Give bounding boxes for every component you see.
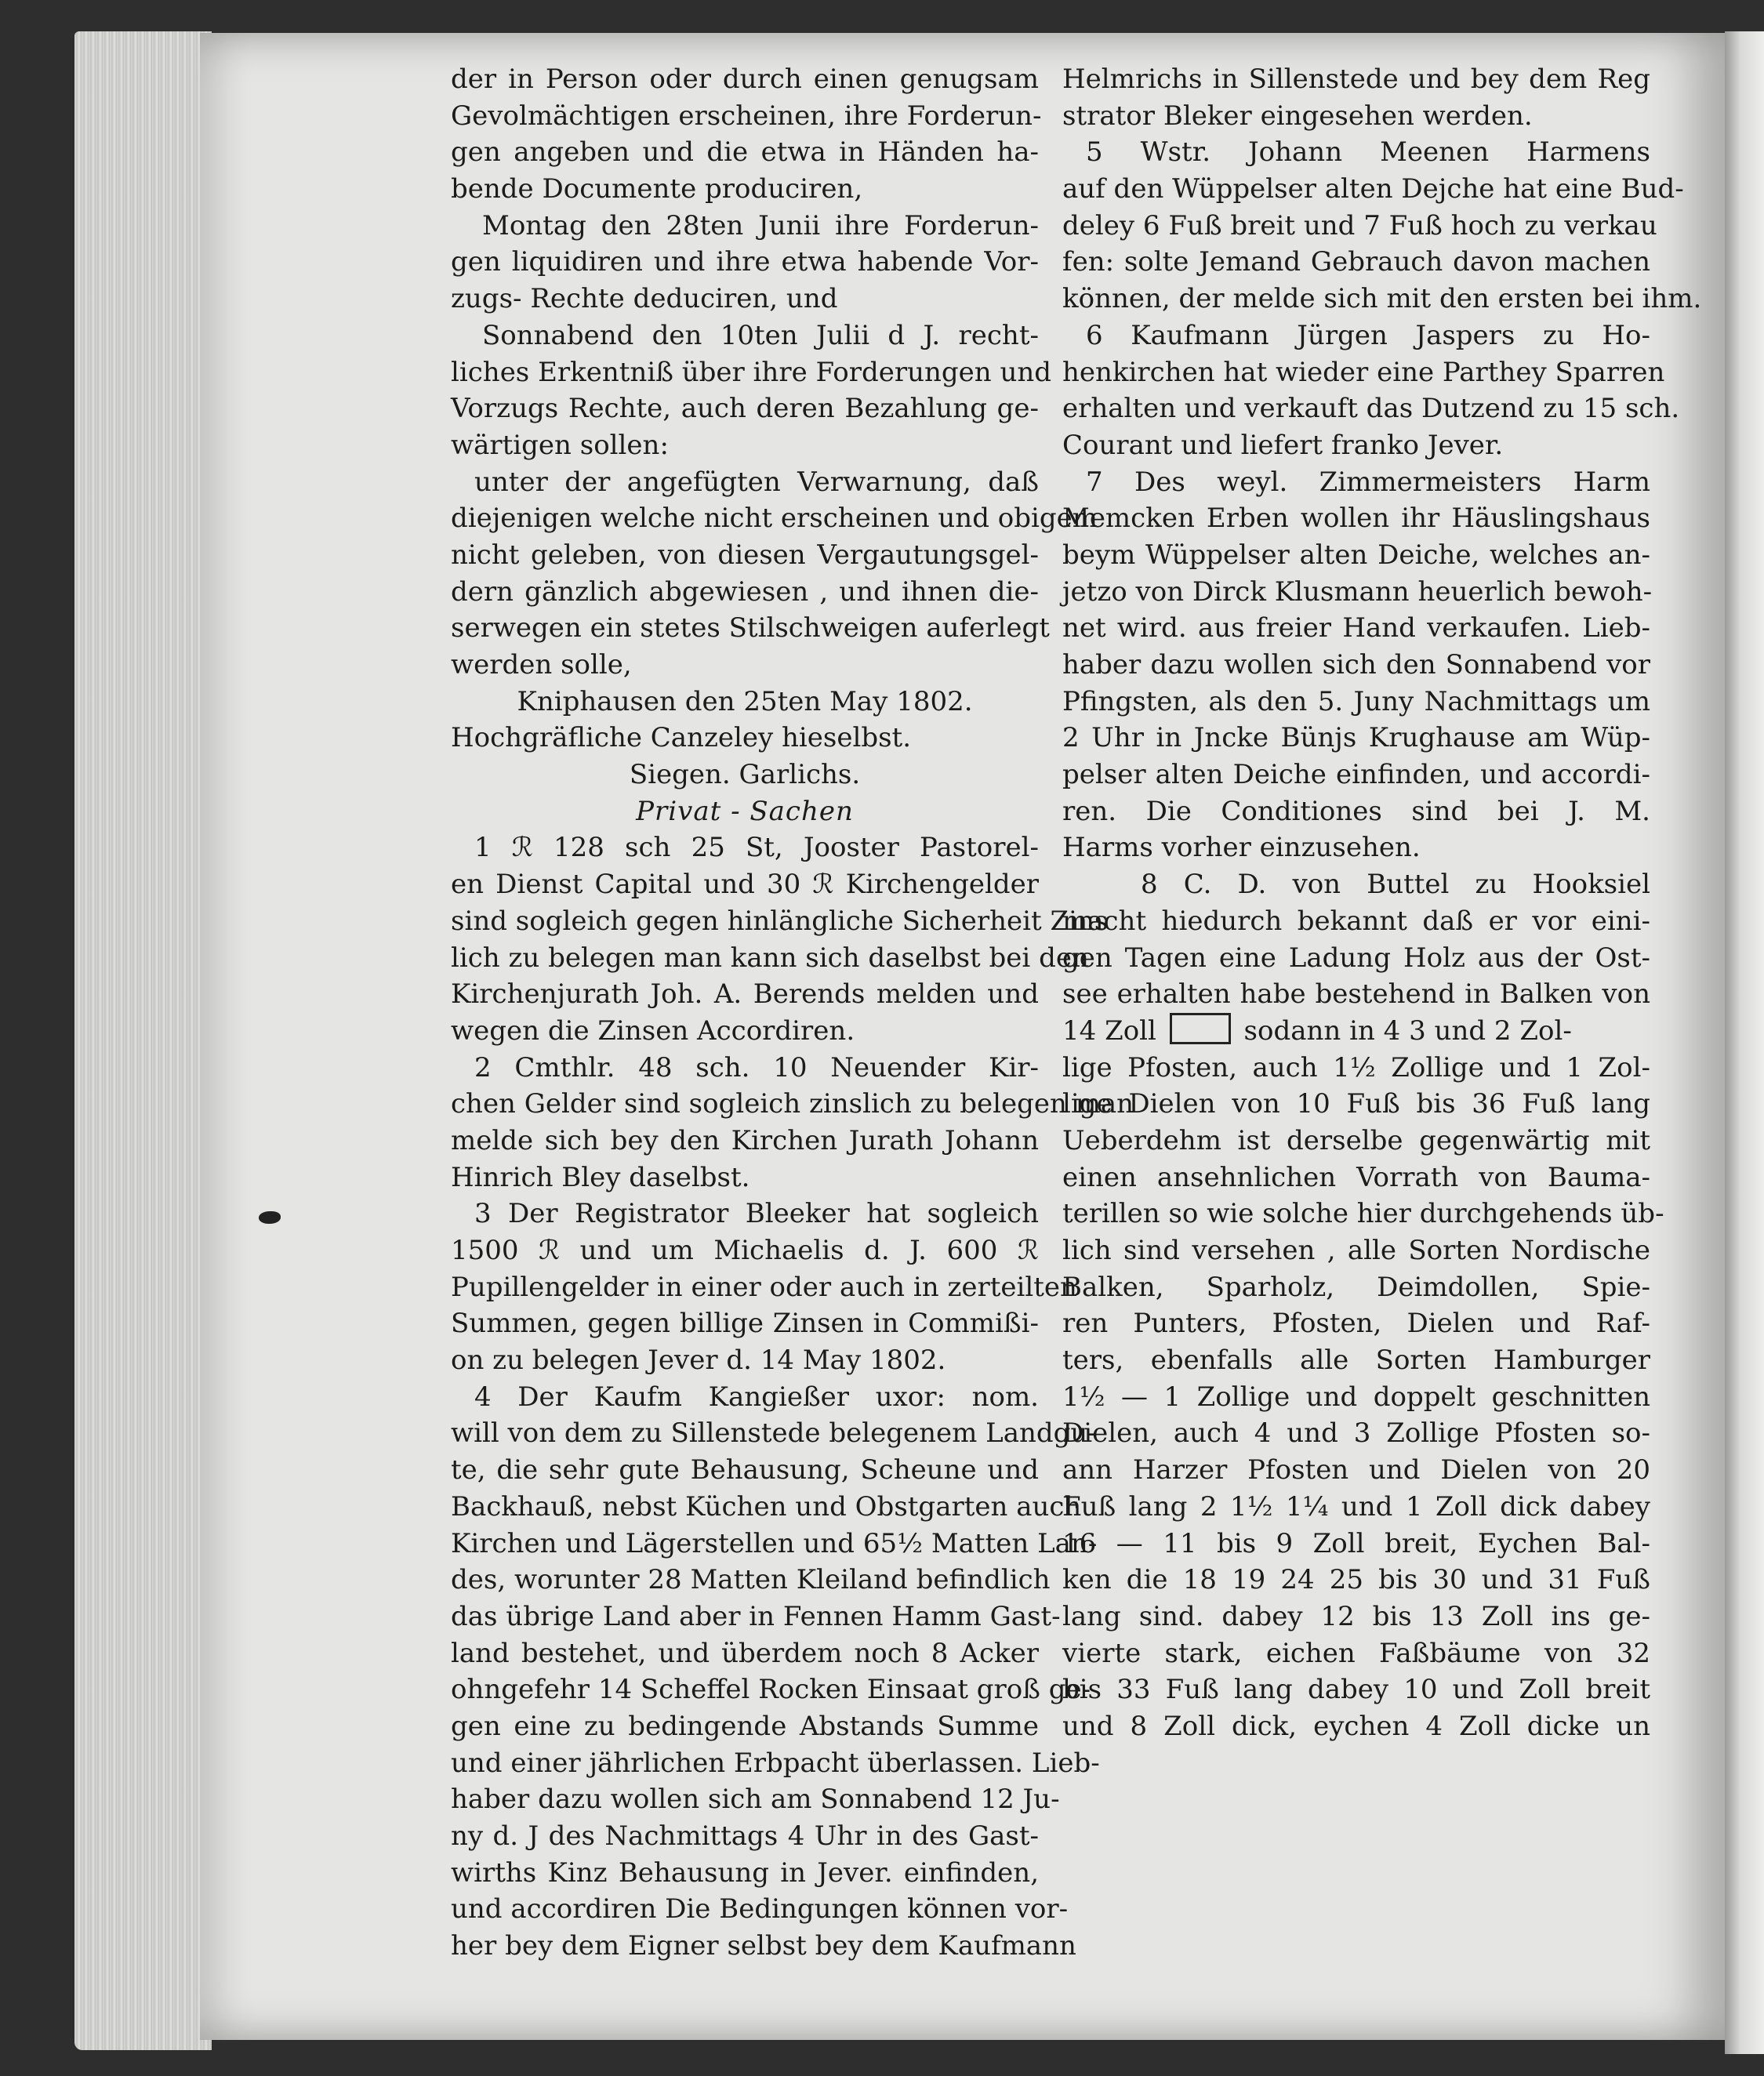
text-line: en Dienst Capital und 30 ℛ Kirchengelder [451,869,1039,901]
text-line: bende Documente produciren, [451,173,863,205]
text-line: terillen so wie solche hier durchgehends üb- [1062,1198,1664,1230]
issuer-line: Hochgräfliche Canzeley hieselbst. [451,722,912,754]
text-line: fen: solte Jemand Gebrauch davon machen [1062,246,1650,278]
text-line: lang sind. dabey 12 bis 13 Zoll ins ge- [1062,1600,1650,1632]
text-line: Sonnabend den 10ten Julii d J. recht- [482,319,1039,351]
text-line: Pupillengelder in einer oder auch in zerteilten [451,1271,1077,1303]
text-line: diejenigen welche nicht erscheinen und obigem [451,503,1098,535]
text-line: jetzo von Dirck Klusmann heuerlich bewoh- [1062,575,1653,608]
text-line: Harms vorher einzusehen. [1062,832,1421,864]
text-line: chen Gelder sind sogleich zinslich zu belegen man [451,1088,1134,1120]
text-line: können, der melde sich mit den ersten bei ihm. [1062,283,1702,315]
text-line: gen liquidiren und ihre etwa habende Vor- [451,246,1039,278]
text-line: henkirchen hat wieder eine Parthey Sparren [1062,356,1665,388]
text-line: das übrige Land aber in Fennen Hamm Gast- [451,1600,1061,1632]
text-line: vierte stark, eichen Faßbäume von 32 [1062,1637,1650,1669]
text-line: Pfingsten, als den 5. Juny Nachmittags um [1062,685,1650,717]
text-line: Memcken Erben wollen ihr Häuslingshaus [1062,503,1650,535]
text-line: Vorzugs Rechte, auch deren Bezahlung ge- [451,393,1039,425]
text-line: Courant und liefert franko Jever. [1062,429,1504,461]
text-line: serwegen ein stetes Stilschweigen auferlegt [451,612,1050,644]
text-line: und 8 Zoll dick, eychen 4 Zoll dicke un [1062,1710,1650,1742]
text-line: land bestehet, und überdem noch 8 Acker [451,1637,1039,1669]
text-line: werden solle, [451,649,632,681]
text-line: lige Pfosten, auch 1½ Zollige und 1 Zol- [1062,1051,1650,1083]
text-line: gen angeben und die etwa in Händen ha- [451,136,1039,169]
text-line: ren. Die Conditiones sind bei J. M. [1062,795,1650,827]
text-line: 2 Uhr in Jncke Bünjs Krughause am Wüp- [1062,722,1650,754]
text-line: 2 Cmthlr. 48 sch. 10 Neuender Kir- [474,1051,1039,1083]
text-line: Dielen, auch 4 und 3 Zollige Pfosten so- [1062,1417,1650,1450]
date-line: Kniphausen den 25ten May 1802. [517,685,973,717]
text-line: wirths Kinz Behausung in Jever. einfinden, [451,1856,1039,1889]
text-line: her bey dem Eigner selbst bey dem Kaufmann [451,1930,1076,1962]
text-line: wärtigen sollen: [451,429,669,461]
text-line: net wird. aus freier Hand verkaufen. Lieb- [1062,612,1650,644]
text-line: beym Wüppelser alten Deiche, welches an- [1062,539,1650,571]
text-line: einen ansehnlichen Vorrath von Bauma- [1062,1161,1650,1193]
text-line: ters, ebenfalls alle Sorten Hamburger [1062,1345,1650,1377]
text-line: Balken, Sparholz, Deimdollen, Spie- [1062,1271,1650,1303]
text-line: zugs- Rechte deduciren, und [451,283,838,315]
ink-spot [259,1211,281,1224]
text-line: will von dem zu Sillenstede belegenem Landgu- [451,1417,1097,1450]
text-line: sind sogleich gegen hinlängliche Sicherheit Zins [451,905,1109,937]
text-line: 1½ — 1 Zollige und doppelt geschnitten [1062,1381,1650,1413]
signatures-line: Siegen. Garlichs. [629,759,861,791]
text-line: Backhauß, nebst Küchen und Obstgarten auch [451,1490,1082,1523]
text-line: haber dazu wollen sich am Sonnabend 12 Ju- [451,1784,1060,1816]
text-line: und einer jährlichen Erbpacht überlassen. Lieb- [451,1747,1100,1779]
text-line: Kirchenjurath Joh. A. Berends melden und [451,978,1039,1011]
text-line: Gevolmächtigen erscheinen, ihre Forderun- [451,100,1042,132]
text-line: ken die 18 19 24 25 bis 30 und 31 Fuß [1062,1564,1650,1596]
book-page-edges [74,31,212,2050]
text-line: auf den Wüppelser alten Dejche hat eine Bud- [1062,173,1684,205]
text-line: ny d. J des Nachmittags 4 Uhr in des Gast- [451,1820,1039,1852]
text-line: Ueberdehm ist derselbe gegenwärtig mit [1062,1124,1650,1156]
text-line: gen Tagen eine Ladung Holz aus der Ost- [1062,942,1650,974]
text-line: bis 33 Fuß lang dabey 10 und Zoll breit [1062,1674,1650,1706]
text-line: erhalten und verkauft das Dutzend zu 15 sch. [1062,393,1680,425]
text-line: 6 Kaufmann Jürgen Jaspers zu Ho- [1086,319,1650,351]
text-line: deley 6 Fuß breit und 7 Fuß hoch zu verkau [1062,209,1657,241]
book-gutter [1725,31,1764,2054]
text-line-with-box: 14 Zoll sodann in 4 3 und 2 Zol- [1062,1013,1650,1050]
text-line: unter der angefügten Verwarnung, daß [474,466,1039,498]
text-line: wegen die Zinsen Accordiren. [451,1014,855,1047]
text-line: strator Bleker eingesehen werden. [1062,100,1533,132]
text-line: macht hiedurch bekannt daß er vor eini- [1062,905,1650,937]
text-line: 3 Der Registrator Bleeker hat sogleich [474,1198,1039,1230]
text-line: lige Dielen von 10 Fuß bis 36 Fuß lang [1062,1088,1650,1120]
text-line: haber dazu wollen sich den Sonnabend vor [1062,649,1650,681]
box-symbol [1170,1013,1231,1044]
right-column [1062,61,1702,1745]
text-line: gen eine zu bedingende Abstands Summe [451,1710,1039,1742]
text-line: Fuß lang 2 1½ 1¼ und 1 Zoll dick dabey [1062,1490,1650,1523]
text-line: pelser alten Deiche einfinden, und accordi- [1062,759,1650,791]
section-heading: Privat - Sachen [636,795,854,827]
text-line: Summen, gegen billige Zinsen in Commißi- [451,1308,1039,1340]
text-line: lich sind versehen , alle Sorten Nordische [1062,1235,1650,1266]
text-line: Montag den 28ten Junii ihre Forderun- [482,209,1039,241]
text-line: Hinrich Bley daselbst. [451,1161,750,1193]
text-line: ohngefehr 14 Scheffel Rocken Einsaat groß ge- [451,1674,1091,1706]
text-line: see erhalten habe bestehend in Balken von [1062,978,1650,1011]
text-line: Kirchen und Lägerstellen und 65½ Matten Lan- [451,1527,1098,1559]
text-line: 16 — 11 bis 9 Zoll breit, Eychen Bal- [1062,1527,1650,1559]
text-line: 5 Wstr. Johann Meenen Harmens [1086,136,1650,169]
text-line: on zu belegen Jever d. 14 May 1802. [451,1345,946,1377]
text-line: des, worunter 28 Matten Kleiland befindlich [451,1564,1051,1596]
text-line: 8 C. D. von Buttel zu Hooksiel [1141,869,1650,901]
text-line: 1 ℛ 128 sch 25 St, Jooster Pastorel- [474,832,1039,864]
text-line: lich zu belegen man kann sich daselbst bei den [451,942,1089,974]
text-line: nicht geleben, von diesen Vergautungsgel- [451,539,1039,571]
text-line: dern gänzlich abgewiesen , und ihnen die- [451,575,1039,608]
text-line: und accordiren Die Bedingungen können vor- [451,1893,1069,1925]
text-line: Helmrichs in Sillenstede und bey dem Reg [1062,64,1650,95]
text-line: te, die sehr gute Behausung, Scheune und [451,1454,1039,1486]
text-line: 1500 ℛ und um Michaelis d. J. 600 ℛ [451,1235,1039,1266]
text-line: 7 Des weyl. Zimmermeisters Harm [1086,466,1650,498]
left-column [451,61,1134,1965]
text-line: der in Person oder durch einen genugsam [451,64,1039,95]
text-line: 4 Der Kaufm Kangießer uxor: nom. [474,1381,1039,1413]
text-line: ann Harzer Pfosten und Dielen von 20 [1062,1454,1650,1486]
text-line: ren Punters, Pfosten, Dielen und Raf- [1062,1308,1650,1340]
text-line: liches Erkentniß über ihre Forderungen und [451,356,1052,388]
text-line: melde sich bey den Kirchen Jurath Johann [451,1124,1039,1156]
